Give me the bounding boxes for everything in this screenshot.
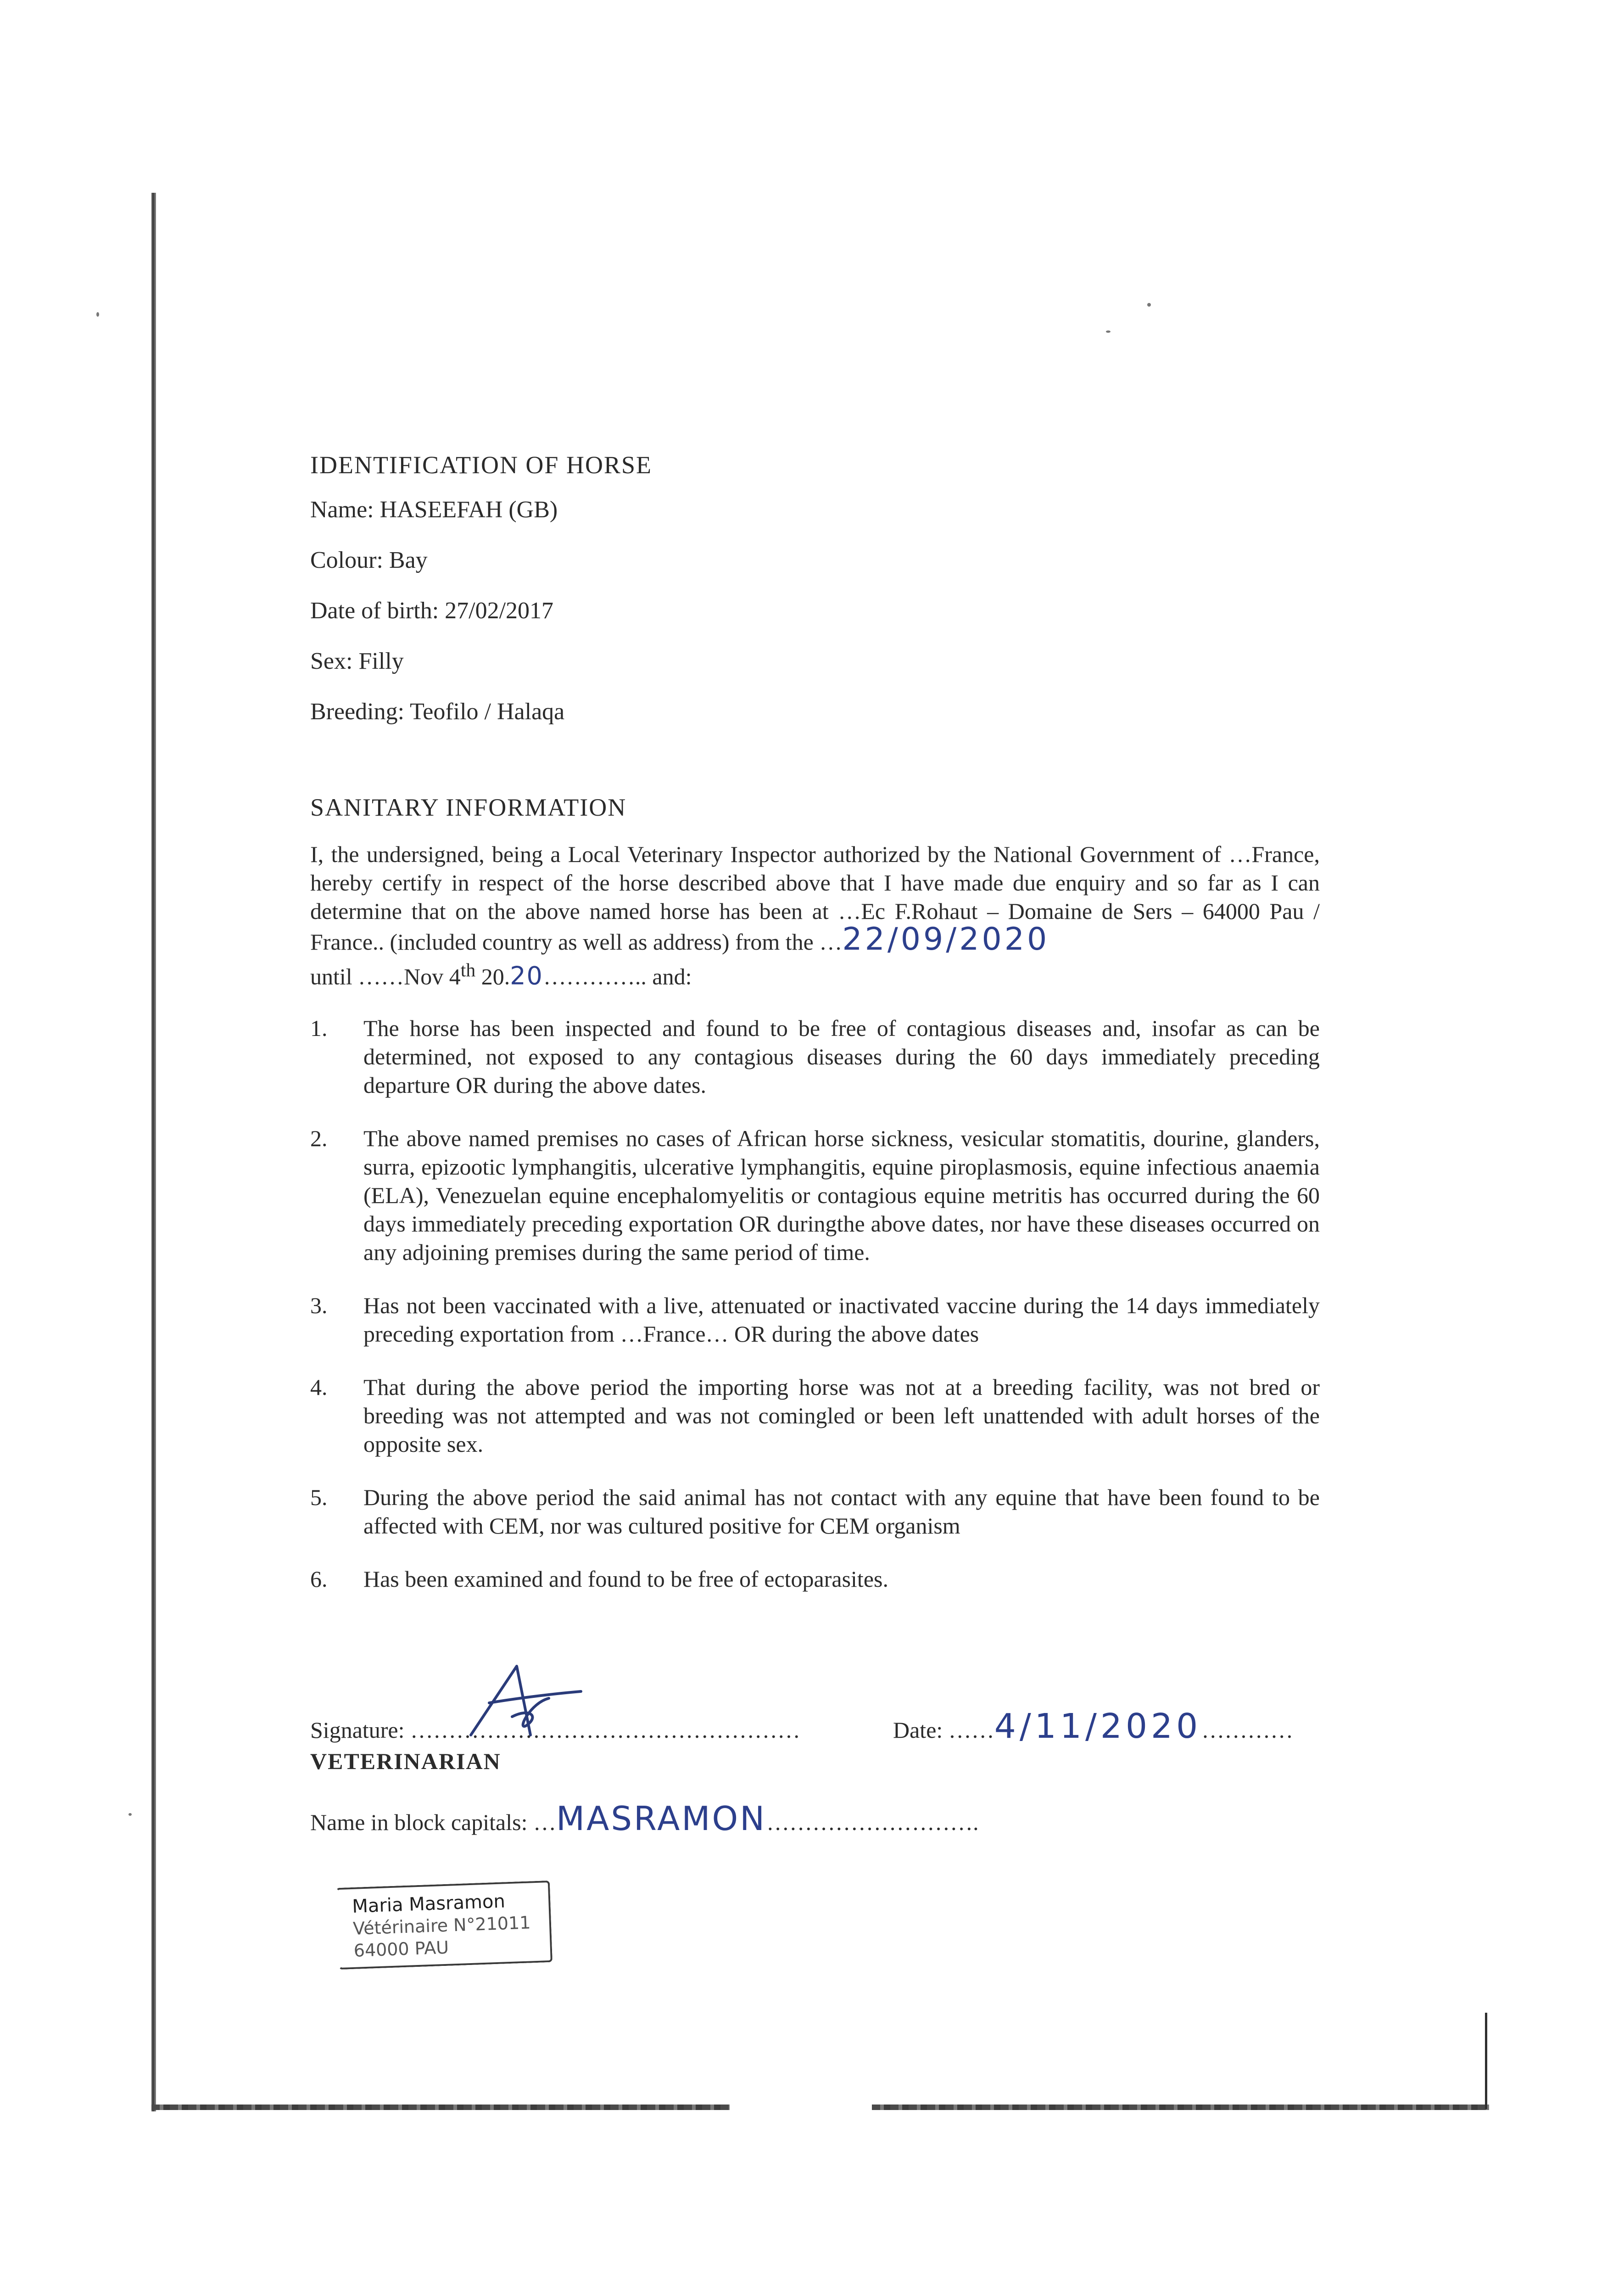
from-date-handwritten: 22/09/2020 xyxy=(842,921,1050,957)
conditions-list xyxy=(310,1014,1320,1593)
until-year-prefix: 20. xyxy=(475,963,510,990)
condition-number: 2. xyxy=(310,1125,328,1151)
block-capitals-line xyxy=(310,1799,979,1838)
until-year-handwritten: 20 xyxy=(510,961,543,991)
condition-text: Has not been vaccinated with a live, attenuated or inactivated vaccine during the 14 days immediately preceding exportation from …France… OR during the above dates xyxy=(363,1292,1320,1347)
identification-heading: IDENTIFICATION OF HORSE xyxy=(310,451,652,479)
scan-speck xyxy=(96,312,99,317)
condition-text: That during the above period the importing horse was not at a breeding facility, was not bred or breeding was not attempted and was not comingled or been left unattended with adult horses of the opposite sex. xyxy=(363,1374,1320,1457)
intro-text: I, the undersigned, being a Local Veterinary Inspector authorized by the National Government of …France, hereby certify in respect of the horse described above that I have made due enquiry and so far as I can determine that on the above named horse has been at …Ec F.Rohaut – Domaine de Sers – 64000 Pau / France.. (included country as well as address) from the … xyxy=(310,841,1320,955)
list-item xyxy=(310,1483,1320,1540)
scan-speck xyxy=(128,1813,132,1816)
sanitary-heading: SANITARY INFORMATION xyxy=(310,794,627,821)
horse-name: Name: HASEEFAH (GB) xyxy=(310,497,558,523)
stamp-name: Maria Masramon xyxy=(352,1891,506,1917)
horse-colour: Colour: Bay xyxy=(310,547,428,573)
condition-text: The above named premises no cases of African horse sickness, vesicular stomatitis, dourine, glanders, surra, epizootic lymphangitis, ulcerative lymphangitis, equine piroplasmosis, equine infectious anaemia (ELA), Venezuelan equine encephalomyelitis or contagious equine metritis has occurred during the 60 days immediately preceding exportation OR duringthe above dates, nor have these diseases occurred on any adjoining premises during the same period of time. xyxy=(363,1125,1320,1265)
horse-breeding: Breeding: Teofilo / Halaqa xyxy=(310,699,565,725)
condition-number: 6. xyxy=(310,1566,328,1592)
scan-border-right xyxy=(1485,2013,1487,2109)
until-superscript: th xyxy=(460,960,476,981)
scan-border-bottom-left xyxy=(151,2105,730,2110)
until-suffix: ………….. and: xyxy=(543,963,692,990)
block-capitals-trailing: ………………………. xyxy=(766,1809,979,1835)
scan-border-left xyxy=(151,193,156,2111)
horse-sex: Sex: Filly xyxy=(310,648,404,674)
condition-text: During the above period the said animal has not contact with any equine that have been found to be affected with CEM, nor was cultured positive for CEM organism xyxy=(363,1484,1320,1539)
list-item xyxy=(310,1291,1320,1348)
stamp-address: 64000 PAU xyxy=(353,1937,449,1961)
date-label: Date: …… xyxy=(893,1717,994,1743)
sanitary-intro xyxy=(310,840,1320,991)
scan-border-bottom-right xyxy=(872,2105,1489,2110)
veterinarian-stamp xyxy=(336,1881,552,1970)
condition-text: The horse has been inspected and found to be free of contagious diseases and, insofar as can be determined, not exposed to any contagious diseases during the 60 days immediately preceding departure OR during the above dates. xyxy=(363,1015,1320,1098)
block-capitals-label: Name in block capitals: … xyxy=(310,1809,556,1835)
condition-number: 1. xyxy=(310,1015,328,1041)
condition-number: 5. xyxy=(310,1484,328,1510)
stamp-registration: Vétérinaire N°21011 xyxy=(352,1912,531,1939)
date-trailing: ………… xyxy=(1201,1717,1294,1743)
identification-fields xyxy=(310,485,1320,737)
condition-number: 4. xyxy=(310,1374,328,1400)
condition-number: 3. xyxy=(310,1292,328,1318)
horse-date-of-birth: Date of birth: 27/02/2017 xyxy=(310,598,554,624)
signature-date xyxy=(893,1707,1293,1746)
signature-label: Signature: …………………………………………… xyxy=(310,1717,801,1743)
list-item xyxy=(310,1014,1320,1099)
until-prefix: until ……Nov 4 xyxy=(310,963,461,990)
veterinarian-label: VETERINARIAN xyxy=(310,1748,501,1774)
list-item xyxy=(310,1565,1320,1593)
scan-speck xyxy=(1106,330,1111,333)
list-item xyxy=(310,1373,1320,1458)
date-handwritten: 4/11/2020 xyxy=(994,1707,1202,1746)
list-item xyxy=(310,1124,1320,1266)
block-capitals-handwritten: MASRAMON xyxy=(556,1799,767,1838)
condition-text: Has been examined and found to be free of ectoparasites. xyxy=(363,1566,888,1592)
certificate-body xyxy=(310,450,1320,1618)
scan-speck xyxy=(1147,303,1151,307)
